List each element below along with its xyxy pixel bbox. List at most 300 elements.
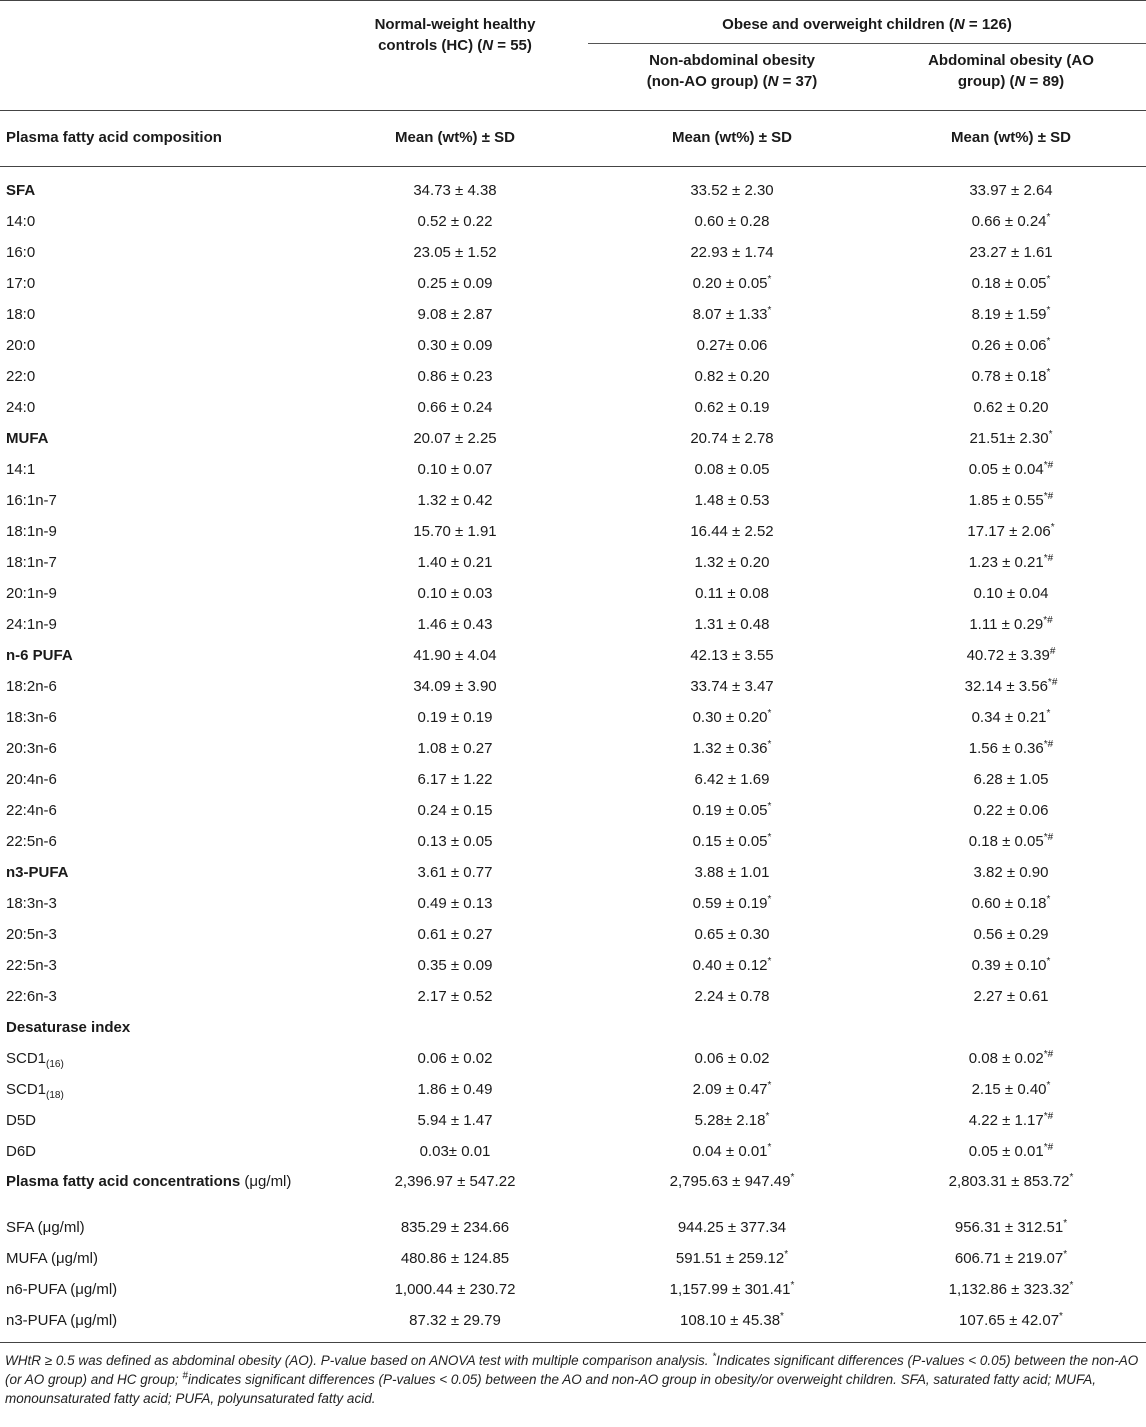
row-label-text: 20:3n-6 bbox=[6, 739, 57, 757]
significance-marker: * bbox=[1069, 1172, 1074, 1183]
significance-marker: *# bbox=[1043, 1048, 1054, 1060]
cell-ao bbox=[876, 299, 1146, 330]
row-label bbox=[0, 392, 322, 423]
cell-value: 1.32 ± 0.42 bbox=[417, 491, 493, 509]
cell-hc bbox=[322, 516, 588, 547]
cell-hc bbox=[322, 1043, 588, 1074]
table-row bbox=[0, 1167, 1146, 1212]
row-label bbox=[0, 888, 322, 919]
row-label-text: n3-PUFA bbox=[6, 863, 69, 881]
cell-value: 1.32 ± 0.36 bbox=[692, 739, 768, 757]
cell-nonao bbox=[588, 1136, 876, 1167]
cell-value: 1,000.44 ± 230.72 bbox=[394, 1280, 516, 1298]
row-label-subscript: (18) bbox=[46, 1089, 64, 1101]
table-footnote bbox=[0, 1343, 1146, 1408]
cell-value: 0.24 ± 0.15 bbox=[417, 801, 493, 819]
cell-value: 16.44 ± 2.52 bbox=[690, 522, 774, 540]
table-row bbox=[0, 1212, 1146, 1243]
significance-marker: *# bbox=[1043, 459, 1054, 471]
colhead-nonao: Mean (wt%) ± SD bbox=[672, 128, 792, 146]
significance-marker: * bbox=[1063, 1217, 1068, 1229]
cell-ao bbox=[876, 609, 1146, 640]
cell-value: 0.62 ± 0.20 bbox=[973, 398, 1049, 416]
cell-nonao bbox=[588, 485, 876, 516]
cell-value: 33.97 ± 2.64 bbox=[969, 181, 1053, 199]
significance-marker: * bbox=[767, 304, 772, 316]
row-label bbox=[0, 1136, 322, 1167]
cell-value: 0.06 ± 0.02 bbox=[417, 1049, 493, 1067]
significance-marker: * bbox=[1046, 893, 1051, 905]
row-label-text: 22:5n-6 bbox=[6, 832, 57, 850]
row-label bbox=[0, 206, 322, 237]
cell-nonao bbox=[588, 1105, 876, 1136]
cell-hc bbox=[322, 268, 588, 299]
row-label-text: 18:3n-6 bbox=[6, 708, 57, 726]
header-ao bbox=[876, 44, 1146, 111]
cell-nonao bbox=[588, 392, 876, 423]
cell-value: 34.73 ± 4.38 bbox=[413, 181, 497, 199]
cell-value: 0.11 ± 0.08 bbox=[695, 584, 769, 602]
cell-value: 0.66 ± 0.24 bbox=[417, 398, 493, 416]
row-label bbox=[0, 237, 322, 268]
cell-hc bbox=[322, 857, 588, 888]
cell-nonao bbox=[588, 950, 876, 981]
cell-ao bbox=[876, 671, 1146, 702]
row-label bbox=[0, 764, 322, 795]
cell-nonao bbox=[588, 857, 876, 888]
table-row bbox=[0, 919, 1146, 950]
cell-value: 0.25 ± 0.09 bbox=[417, 274, 493, 292]
cell-value: 0.05 ± 0.04 bbox=[968, 460, 1044, 478]
cell-value: 0.56 ± 0.29 bbox=[973, 925, 1049, 943]
cell-ao bbox=[876, 795, 1146, 826]
cell-value: 6.42 ± 1.69 bbox=[694, 770, 770, 788]
cell-nonao bbox=[588, 1043, 876, 1074]
cell-value: 2.27 ± 0.61 bbox=[973, 987, 1049, 1005]
cell-nonao bbox=[588, 547, 876, 578]
cell-ao bbox=[876, 1274, 1146, 1305]
cell-hc bbox=[322, 609, 588, 640]
significance-marker: * bbox=[790, 1172, 795, 1183]
cell-value: 0.78 ± 0.18 bbox=[971, 367, 1047, 385]
row-label bbox=[0, 516, 322, 547]
cell-ao bbox=[876, 857, 1146, 888]
cell-ao bbox=[876, 702, 1146, 733]
significance-marker: * bbox=[767, 738, 772, 750]
cell-ao bbox=[876, 1305, 1146, 1343]
cell-value: 0.03± 0.01 bbox=[419, 1142, 491, 1160]
header-ao-line1: Abdominal obesity (AO bbox=[928, 52, 1094, 69]
cell-value: 0.08 ± 0.05 bbox=[694, 460, 770, 478]
cell-value: 1,157.99 ± 301.41 bbox=[669, 1280, 791, 1298]
significance-marker: * bbox=[780, 1310, 784, 1322]
cell-value: 2.09 ± 0.47 bbox=[692, 1080, 768, 1098]
cell-hc bbox=[322, 640, 588, 671]
cell-nonao bbox=[588, 764, 876, 795]
significance-marker: * bbox=[1059, 1310, 1063, 1322]
cell-value: 21.51± 2.30 bbox=[969, 429, 1049, 447]
cell-hc bbox=[322, 423, 588, 454]
header-blank bbox=[0, 1, 322, 44]
cell-value: 0.26 ± 0.06 bbox=[971, 336, 1047, 354]
cell-nonao bbox=[588, 1243, 876, 1274]
table-row bbox=[0, 826, 1146, 857]
cell-nonao bbox=[588, 1212, 876, 1243]
cell-value: 23.27 ± 1.61 bbox=[969, 243, 1053, 261]
cell-value: 2,803.31 ± 853.72 bbox=[948, 1173, 1070, 1190]
cell-value: 1.08 ± 0.27 bbox=[417, 739, 493, 757]
row-label bbox=[0, 1274, 322, 1305]
cell-nonao bbox=[588, 167, 876, 207]
row-label-text: D5D bbox=[6, 1111, 37, 1129]
row-label-subscript: (16) bbox=[46, 1058, 64, 1070]
row-label bbox=[0, 919, 322, 950]
row-label-text: 17:0 bbox=[6, 274, 36, 292]
significance-marker: * bbox=[767, 707, 772, 719]
significance-marker: * bbox=[1048, 428, 1053, 440]
cell-hc bbox=[322, 330, 588, 361]
cell-value: 2,795.63 ± 947.49 bbox=[669, 1173, 791, 1190]
header-nonao-n: N bbox=[767, 73, 779, 90]
table-row bbox=[0, 1243, 1146, 1274]
row-label-text: MUFA (μg/ml) bbox=[6, 1249, 98, 1267]
row-label-text: n-6 PUFA bbox=[6, 646, 73, 664]
table-row bbox=[0, 237, 1146, 268]
row-label bbox=[0, 1212, 322, 1243]
cell-hc bbox=[322, 950, 588, 981]
footnote-part3: indicates significant differences (P-values < 0.05) between the AO and non-AO group in obesity/or overweight children. SFA, saturated fatty acid; MUFA, monounsaturated fatty acid; PUFA, polyunsaturated fatty acid. bbox=[5, 1372, 1096, 1406]
table-row bbox=[0, 888, 1146, 919]
table-row bbox=[0, 392, 1146, 423]
significance-marker: * bbox=[767, 273, 772, 285]
row-label bbox=[0, 795, 322, 826]
row-label-text: 16:0 bbox=[6, 243, 36, 261]
cell-ao bbox=[876, 547, 1146, 578]
significance-marker: *# bbox=[1043, 1141, 1054, 1153]
cell-value: 0.52 ± 0.22 bbox=[417, 212, 493, 230]
table-row bbox=[0, 516, 1146, 547]
cell-ao bbox=[876, 423, 1146, 454]
row-label-text: SCD1 bbox=[6, 1049, 47, 1067]
cell-nonao bbox=[588, 1274, 876, 1305]
cell-value: 5.94 ± 1.47 bbox=[417, 1111, 493, 1129]
row-label-text: MUFA bbox=[6, 429, 49, 447]
cell-value: 0.19 ± 0.19 bbox=[417, 708, 493, 726]
cell-value: 1.85 ± 0.55 bbox=[968, 491, 1044, 509]
table-row bbox=[0, 733, 1146, 764]
cell-hc bbox=[322, 392, 588, 423]
cell-nonao bbox=[588, 888, 876, 919]
cell-hc bbox=[322, 733, 588, 764]
cell-hc bbox=[322, 1305, 588, 1343]
significance-marker: *# bbox=[1043, 614, 1053, 626]
table-row bbox=[0, 1043, 1146, 1074]
row-label-text: 18:2n-6 bbox=[6, 677, 57, 695]
row-label-text: n6-PUFA (μg/ml) bbox=[6, 1280, 118, 1298]
row-label bbox=[0, 826, 322, 857]
significance-marker: * bbox=[1046, 366, 1051, 378]
cell-value: 606.71 ± 219.07 bbox=[954, 1249, 1064, 1267]
significance-marker: *# bbox=[1043, 738, 1054, 750]
cell-value: 0.66 ± 0.24 bbox=[971, 212, 1047, 230]
significance-marker: *# bbox=[1043, 490, 1054, 502]
cell-hc bbox=[322, 454, 588, 485]
cell-value: 2.15 ± 0.40 bbox=[971, 1080, 1047, 1098]
row-label bbox=[0, 640, 322, 671]
cell-value: 0.08 ± 0.02 bbox=[968, 1049, 1044, 1067]
cell-value: 0.19 ± 0.05 bbox=[692, 801, 768, 819]
cell-nonao bbox=[588, 702, 876, 733]
cell-value: 3.82 ± 0.90 bbox=[973, 863, 1049, 881]
header-ao-line2: group) ( bbox=[957, 73, 1015, 90]
cell-value: 8.19 ± 1.59 bbox=[971, 305, 1047, 323]
significance-marker: *# bbox=[1043, 552, 1054, 564]
row-label bbox=[0, 268, 322, 299]
cell-hc bbox=[322, 485, 588, 516]
cell-hc bbox=[322, 1105, 588, 1136]
table-body bbox=[0, 167, 1146, 1343]
cell-nonao bbox=[588, 299, 876, 330]
header-nonao bbox=[588, 44, 876, 111]
table-row bbox=[0, 547, 1146, 578]
table-row bbox=[0, 1136, 1146, 1167]
cell-ao bbox=[876, 167, 1146, 207]
cell-nonao bbox=[588, 268, 876, 299]
cell-value: 0.65 ± 0.30 bbox=[694, 925, 770, 943]
cell-hc bbox=[322, 671, 588, 702]
cell-hc bbox=[322, 1167, 588, 1212]
row-label-text: SFA bbox=[6, 181, 36, 199]
table-row bbox=[0, 1074, 1146, 1105]
cell-value: 0.49 ± 0.13 bbox=[417, 894, 493, 912]
cell-value: 480.86 ± 124.85 bbox=[400, 1249, 510, 1267]
cell-hc bbox=[322, 299, 588, 330]
cell-hc bbox=[322, 1012, 588, 1043]
cell-value: 1.40 ± 0.21 bbox=[417, 553, 493, 571]
cell-ao bbox=[876, 330, 1146, 361]
row-label bbox=[0, 981, 322, 1012]
table-row bbox=[0, 268, 1146, 299]
cell-value: 2.17 ± 0.52 bbox=[417, 987, 493, 1005]
cell-value: 22.93 ± 1.74 bbox=[690, 243, 774, 261]
cell-hc bbox=[322, 167, 588, 207]
cell-value: 8.07 ± 1.33 bbox=[692, 305, 768, 323]
cell-ao bbox=[876, 516, 1146, 547]
table-row bbox=[0, 981, 1146, 1012]
cell-nonao bbox=[588, 640, 876, 671]
significance-marker: * bbox=[765, 1110, 770, 1122]
table-row bbox=[0, 609, 1146, 640]
table-row bbox=[0, 1105, 1146, 1136]
cell-ao bbox=[876, 454, 1146, 485]
row-label-text: Plasma fatty acid concentrations bbox=[6, 1173, 241, 1190]
cell-value: 1,132.86 ± 323.32 bbox=[948, 1280, 1070, 1298]
footnote-star: * bbox=[712, 1351, 717, 1363]
significance-marker: * bbox=[1046, 1079, 1051, 1091]
row-label-text: 22:0 bbox=[6, 367, 36, 385]
cell-nonao bbox=[588, 826, 876, 857]
row-label-text: 18:1n-9 bbox=[6, 522, 57, 540]
significance-marker: * bbox=[767, 1079, 772, 1091]
table-row bbox=[0, 423, 1146, 454]
table-row bbox=[0, 206, 1146, 237]
cell-nonao bbox=[588, 1305, 876, 1343]
cell-value: 23.05 ± 1.52 bbox=[413, 243, 497, 261]
cell-hc bbox=[322, 1243, 588, 1274]
table-row bbox=[0, 299, 1146, 330]
row-label-text: Desaturase index bbox=[6, 1018, 131, 1036]
header-ao-n-value: = 89) bbox=[1025, 73, 1065, 90]
cell-ao bbox=[876, 950, 1146, 981]
header-nonao-n-value: = 37) bbox=[778, 73, 818, 90]
significance-marker: * bbox=[1046, 273, 1051, 285]
row-label-text: 22:6n-3 bbox=[6, 987, 57, 1005]
table-row bbox=[0, 950, 1146, 981]
cell-ao bbox=[876, 268, 1146, 299]
row-label-text: 22:4n-6 bbox=[6, 801, 57, 819]
cell-ao bbox=[876, 237, 1146, 268]
table-row bbox=[0, 330, 1146, 361]
significance-marker: *# bbox=[1043, 1110, 1054, 1122]
cell-value: 0.60 ± 0.18 bbox=[971, 894, 1047, 912]
colhead-ao: Mean (wt%) ± SD bbox=[951, 128, 1071, 146]
cell-value: 0.13 ± 0.05 bbox=[417, 832, 493, 850]
cell-ao bbox=[876, 1167, 1146, 1212]
row-label-text: 24:0 bbox=[6, 398, 36, 416]
cell-ao bbox=[876, 485, 1146, 516]
row-label bbox=[0, 857, 322, 888]
cell-value: 4.22 ± 1.17 bbox=[968, 1111, 1044, 1129]
cell-value: 2,396.97 ± 547.22 bbox=[394, 1173, 516, 1190]
cell-ao bbox=[876, 1243, 1146, 1274]
cell-value: 3.61 ± 0.77 bbox=[417, 863, 493, 881]
cell-ao bbox=[876, 578, 1146, 609]
significance-marker: # bbox=[1049, 645, 1056, 657]
cell-ao bbox=[876, 1074, 1146, 1105]
row-label bbox=[0, 733, 322, 764]
cell-value: 0.60 ± 0.28 bbox=[694, 212, 770, 230]
row-label bbox=[0, 423, 322, 454]
header-nonao-line2: (non-AO group) ( bbox=[646, 73, 768, 90]
cell-ao bbox=[876, 733, 1146, 764]
row-label bbox=[0, 578, 322, 609]
cell-nonao bbox=[588, 1167, 876, 1212]
cell-hc bbox=[322, 981, 588, 1012]
row-label bbox=[0, 167, 322, 207]
row-label bbox=[0, 702, 322, 733]
row-label-text: 20:1n-9 bbox=[6, 584, 57, 602]
table-row bbox=[0, 1305, 1146, 1343]
cell-value: 0.30 ± 0.20 bbox=[692, 708, 768, 726]
cell-ao bbox=[876, 888, 1146, 919]
significance-marker: * bbox=[1046, 304, 1051, 316]
significance-marker: * bbox=[1063, 1248, 1068, 1260]
cell-value: 0.82 ± 0.20 bbox=[694, 367, 770, 385]
table-row bbox=[0, 857, 1146, 888]
row-label-text: 18:1n-7 bbox=[6, 553, 57, 571]
cell-ao bbox=[876, 640, 1146, 671]
cell-ao bbox=[876, 919, 1146, 950]
cell-value: 2.24 ± 0.78 bbox=[694, 987, 770, 1005]
footnote-part1: WHtR ≥ 0.5 was defined as abdominal obesity (AO). P-value based on ANOVA test with multiple comparison analysis. bbox=[5, 1353, 713, 1368]
cell-value: 944.25 ± 377.34 bbox=[677, 1218, 787, 1236]
cell-value: 0.30 ± 0.09 bbox=[417, 336, 493, 354]
cell-value: 108.10 ± 45.38 bbox=[680, 1311, 781, 1329]
row-label bbox=[0, 299, 322, 330]
header-hc-n: N bbox=[482, 37, 494, 54]
cell-value: 0.20 ± 0.05 bbox=[692, 274, 768, 292]
cell-value: 33.52 ± 2.30 bbox=[690, 181, 774, 199]
cell-value: 34.09 ± 3.90 bbox=[413, 677, 497, 695]
cell-nonao bbox=[588, 206, 876, 237]
cell-value: 1.31 ± 0.48 bbox=[694, 615, 770, 633]
cell-value: 1.48 ± 0.53 bbox=[694, 491, 770, 509]
cell-hc bbox=[322, 795, 588, 826]
row-label-text: 20:5n-3 bbox=[6, 925, 57, 943]
table-row bbox=[0, 485, 1146, 516]
significance-marker: * bbox=[767, 831, 772, 843]
row-label bbox=[0, 1305, 322, 1343]
table-row bbox=[0, 167, 1146, 207]
significance-marker: * bbox=[1046, 707, 1051, 719]
header-nonao-line1: Non-abdominal obesity bbox=[649, 52, 815, 69]
significance-marker: *# bbox=[1043, 831, 1054, 843]
row-label bbox=[0, 330, 322, 361]
row-label bbox=[0, 361, 322, 392]
cell-value: 0.10 ± 0.07 bbox=[417, 460, 493, 478]
row-label bbox=[0, 671, 322, 702]
cell-value: 32.14 ± 3.56 bbox=[964, 677, 1048, 695]
cell-value: 20.74 ± 2.78 bbox=[690, 429, 774, 447]
cell-value: 0.06 ± 0.02 bbox=[694, 1049, 770, 1067]
cell-nonao bbox=[588, 423, 876, 454]
cell-value: 3.88 ± 1.01 bbox=[694, 863, 770, 881]
header-hc-line2: controls (HC) ( bbox=[378, 37, 483, 54]
row-label bbox=[0, 609, 322, 640]
cell-hc bbox=[322, 764, 588, 795]
cell-hc bbox=[322, 361, 588, 392]
cell-hc bbox=[322, 919, 588, 950]
table-row bbox=[0, 578, 1146, 609]
cell-value: 0.18 ± 0.05 bbox=[971, 274, 1047, 292]
cell-value: 0.86 ± 0.23 bbox=[417, 367, 493, 385]
cell-hc bbox=[322, 702, 588, 733]
significance-marker: * bbox=[1050, 521, 1055, 533]
column-head-row bbox=[0, 111, 1146, 167]
cell-hc bbox=[322, 1136, 588, 1167]
row-label-text: 14:1 bbox=[6, 460, 36, 478]
row-label-text: SFA (μg/ml) bbox=[6, 1218, 85, 1236]
row-label-text: 18:3n-3 bbox=[6, 894, 57, 912]
significance-marker: * bbox=[767, 1141, 772, 1153]
row-label-text: 24:1n-9 bbox=[6, 615, 57, 633]
cell-hc bbox=[322, 547, 588, 578]
header-blank-2 bbox=[0, 44, 322, 111]
row-label-text: n3-PUFA (μg/ml) bbox=[6, 1311, 118, 1329]
cell-value: 0.18 ± 0.05 bbox=[968, 832, 1044, 850]
cell-nonao bbox=[588, 671, 876, 702]
cell-ao bbox=[876, 392, 1146, 423]
cell-value: 0.10 ± 0.03 bbox=[417, 584, 493, 602]
cell-value: 5.28± 2.18 bbox=[694, 1111, 766, 1129]
cell-value: 1.23 ± 0.21 bbox=[968, 553, 1044, 571]
significance-marker: *# bbox=[1047, 676, 1058, 688]
cell-value: 0.39 ± 0.10 bbox=[971, 956, 1047, 974]
row-label-text: 18:0 bbox=[6, 305, 36, 323]
cell-hc bbox=[322, 1212, 588, 1243]
cell-value: 0.15 ± 0.05 bbox=[692, 832, 768, 850]
cell-value: 0.27± 0.06 bbox=[696, 336, 768, 354]
